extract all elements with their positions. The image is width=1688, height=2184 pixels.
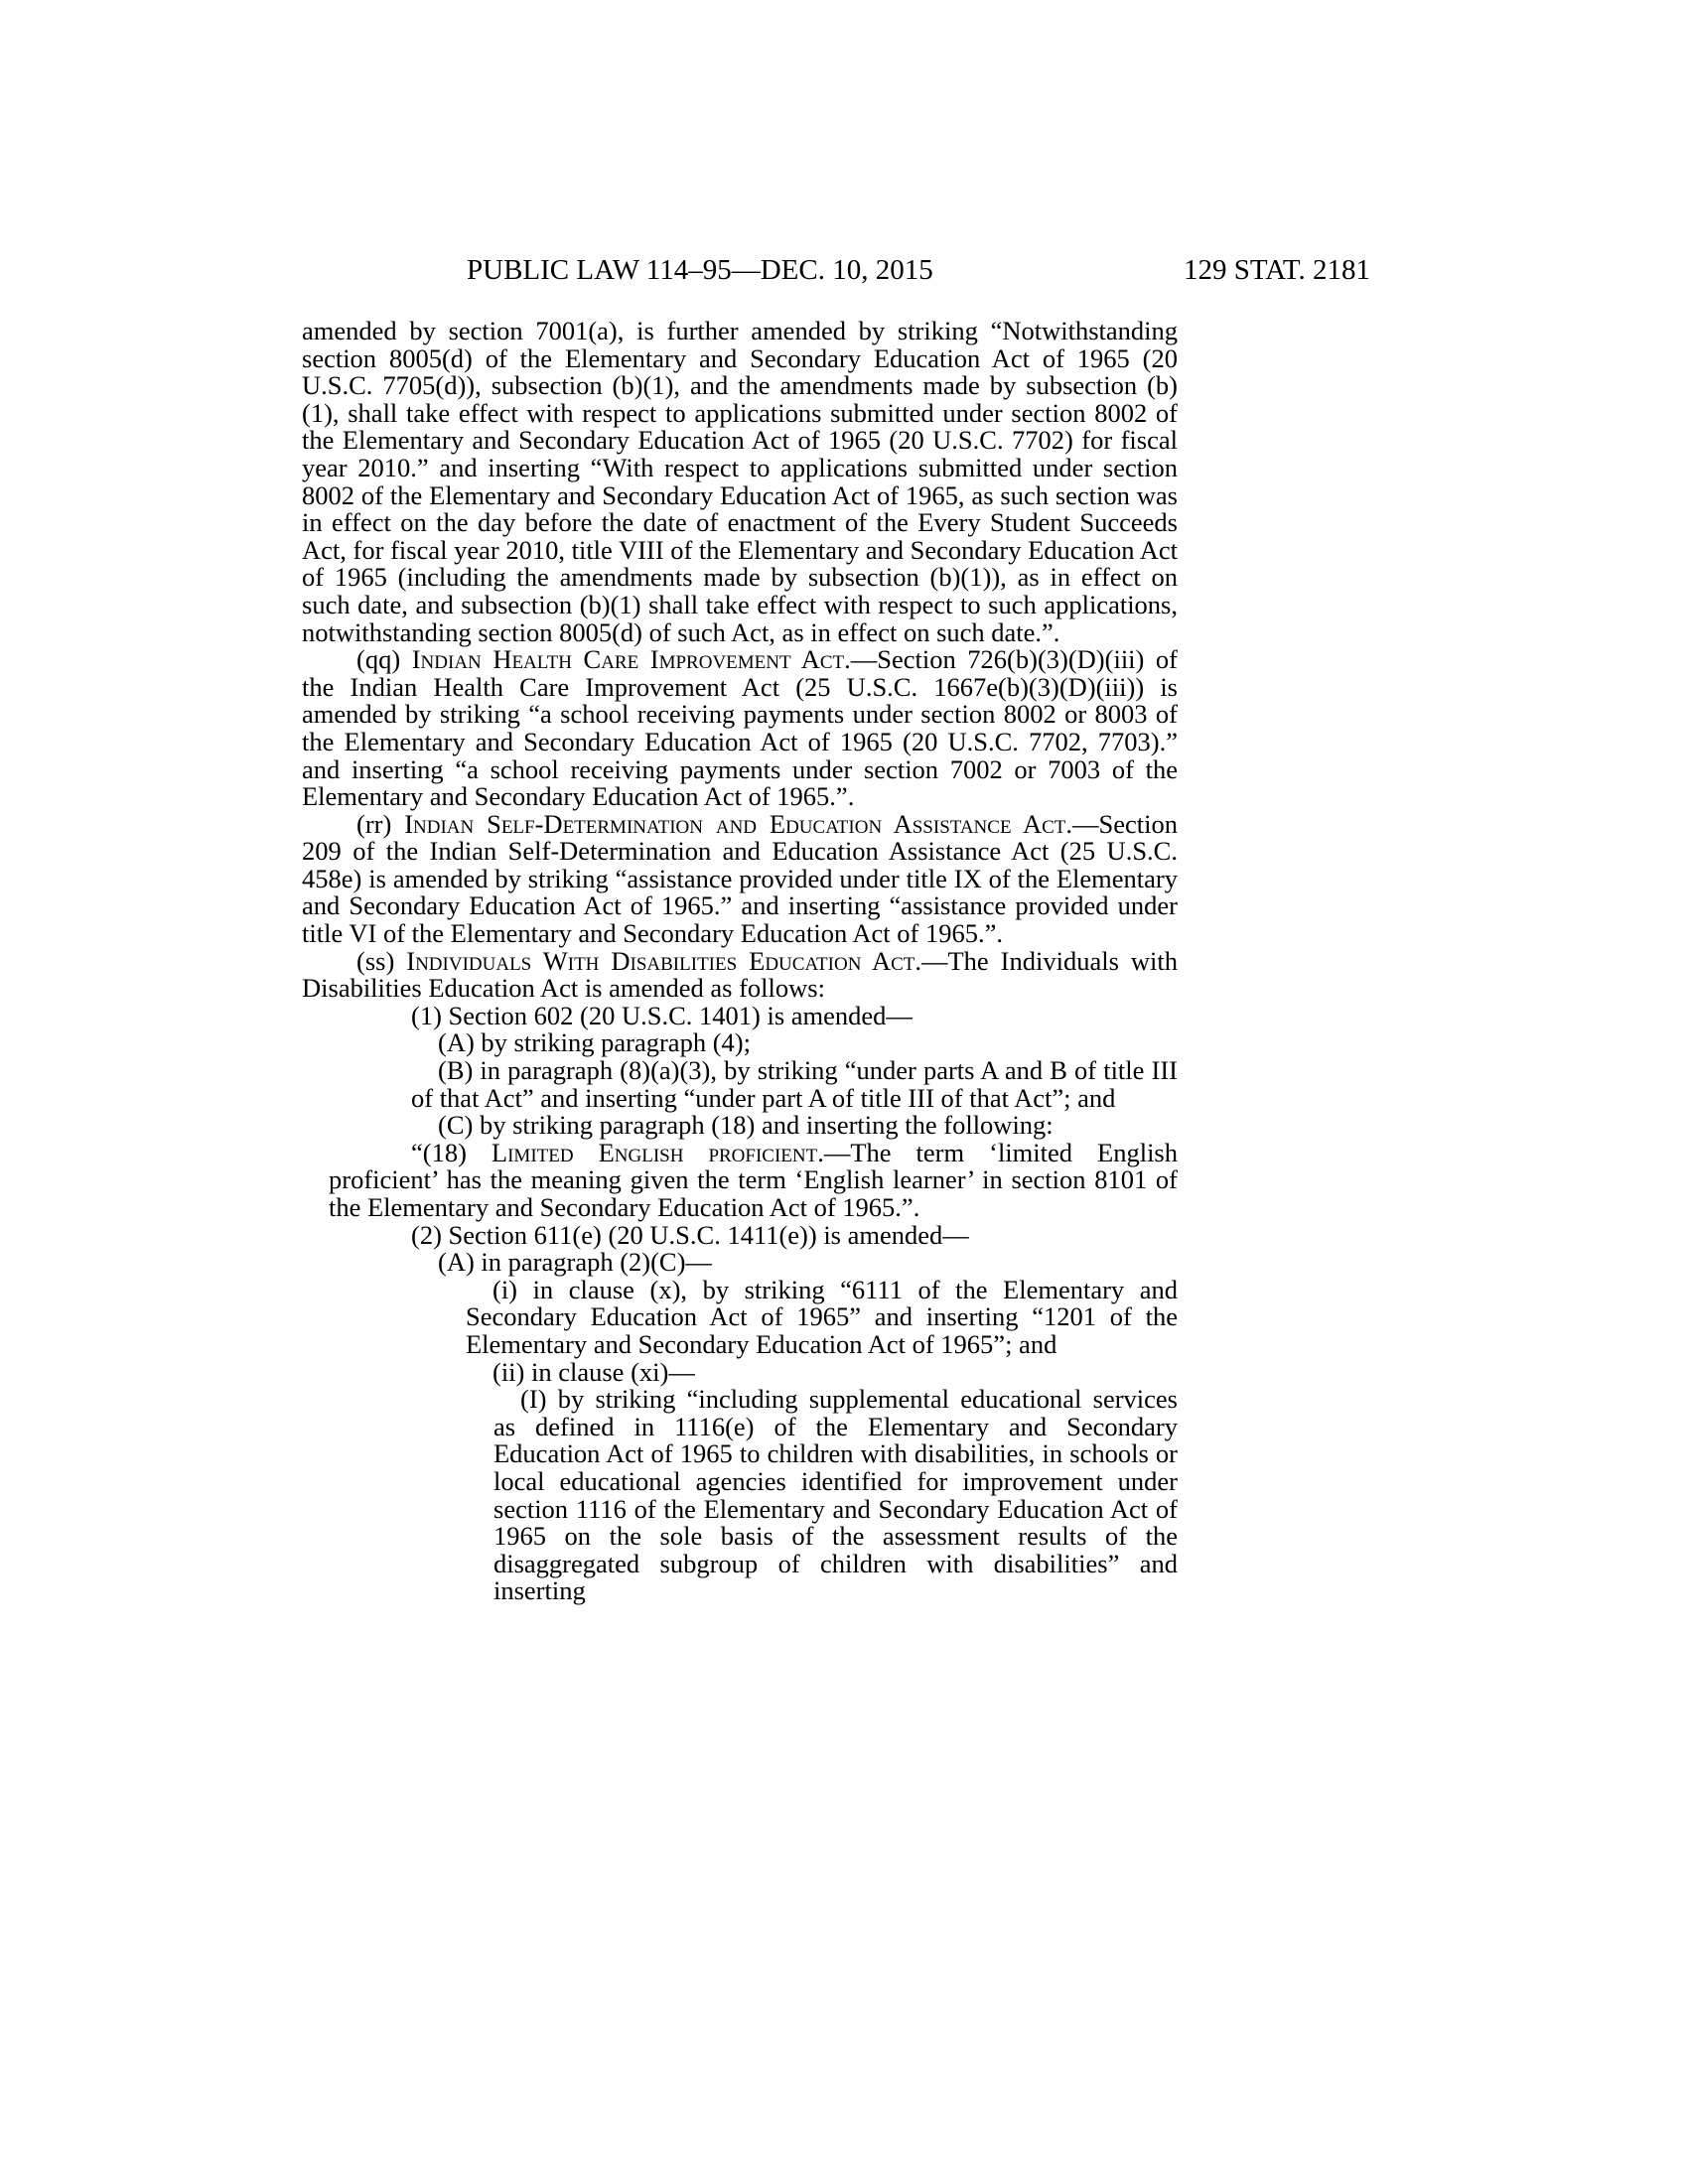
- section-text: —Section 209 of the Indian Self-Determination and Education Assistance Act (25 U.S.C. 458e) is amended by striking “assistance provided under title IX of the Elementary and Secondary Education Act of 1965.” and inserting “assistance provided under title VI of the Elementary and Secondary Education Act of 1965.”.: [302, 808, 1179, 949]
- section-heading: Indian Health Care Improvement Act.: [411, 644, 851, 675]
- item-2-A: (A) in paragraph (2)(C)—: [438, 1247, 712, 1278]
- quoted-definition-18: [302, 1137, 1178, 1222]
- item-1-A: (A) by striking paragraph (4);: [438, 1027, 751, 1058]
- item-2: (2) Section 611(e) (20 U.S.C. 1411(e)) is amended—: [411, 1219, 969, 1250]
- section-text: —Section 726(b)(3)(D)(iii) of the Indian Health Care Improvement Act (25 U.S.C. 1667e(b)(3)(D)(iii)) is amended by striking “a school receiving payments under section 8002 or 8003 of the Elementary and Secondary Education Act of 1965 (20 U.S.C. 7702, 7703).” and inserting “a school receiving payments under section 7002 or 7003 of the Elementary and Secondary Education Act of 1965.”.: [302, 644, 1179, 812]
- item-1-C: (C) by striking paragraph (18) and inserting the following:: [438, 1110, 1054, 1141]
- section-heading: Individuals With Disabilities Education Act.: [406, 945, 921, 976]
- item-2-A-ii: (ii) in clause (xi)—: [492, 1356, 695, 1387]
- section-ss: [302, 945, 1178, 1004]
- paragraph-continuation: amended by section 7001(a), is further amended by striking “Notwithstanding section 8005(d) of the Elementary and Secondary Education Act of 1965 (20 U.S.C. 7705(d)), subsection (b)(1), and the amendments made by subsection (b)(1), shall take effect with respect to applications submitted under section 8002 of the Elementary and Secondary Education Act of 1965 (20 U.S.C. 7702) for fiscal year 2010.” and inserting “With respect to applications submitted under section 8002 of the Elementary and Secondary Education Act of 1965, as such section was in effect on the day before the date of enactment of the Every Student Succeeds Act, for fiscal year 2010, title VIII of the Elementary and Secondary Education Act of 1965 (including the amendments made by subsection (b)(1)), as in effect on such date, and subsection (b)(1) shall take effect with respect to such applications, notwithstanding section 8005(d) of such Act, as in effect on such date.”.: [302, 316, 1178, 647]
- definition-text: —The term ‘limited English proficient’ has the meaning given the term ‘English learner’ in section 8101 of the Elementary and Secondary Education Act of 1965.”.: [329, 1137, 1178, 1222]
- section-heading: Indian Self-Determination and Education Assistance Act.: [404, 808, 1073, 839]
- item-2-A-i: (i) in clause (x), by striking “6111 of the Elementary and Secondary Education Act of 1965” and inserting “1201 of the Elementary and Secondary Education Act of 1965”; and: [466, 1274, 1178, 1359]
- section-text: —The Individuals with Disabilities Education Act is amended as follows:: [302, 945, 1178, 1004]
- header-title: PUBLIC LAW 114–95—DEC. 10, 2015: [467, 254, 933, 286]
- item-1: (1) Section 602 (20 U.S.C. 1401) is amended—: [411, 1000, 913, 1030]
- definition-open: “(18): [411, 1137, 492, 1167]
- item-1-B: (B) in paragraph (8)(a)(3), by striking “under parts A and B of title III of that Act” and inserting “under part A of title III of that Act”; and: [411, 1055, 1178, 1113]
- item-2-A-ii-I: (I) by striking “including supplemental educational services as defined in 1116(e) of the Elementary and Secondary Education Act of 1965 to children with disabilities, in schools or local educational agencies identified for improvement under section 1116 of the Elementary and Secondary Education Act of 1965 on the sole basis of the assessment results of the disaggregated subgroup of children with disabilities” and inserting: [493, 1384, 1178, 1606]
- page-header: [467, 250, 1370, 290]
- section-label: (qq): [356, 644, 401, 675]
- document-body: [302, 318, 1178, 1605]
- section-label: (ss): [356, 945, 395, 976]
- header-stat-page: 129 STAT. 2181: [1183, 254, 1370, 286]
- definition-heading: Limited English proficient.: [491, 1137, 824, 1167]
- section-rr: [302, 808, 1179, 949]
- section-qq: [302, 646, 1178, 811]
- section-label: (rr): [356, 808, 392, 839]
